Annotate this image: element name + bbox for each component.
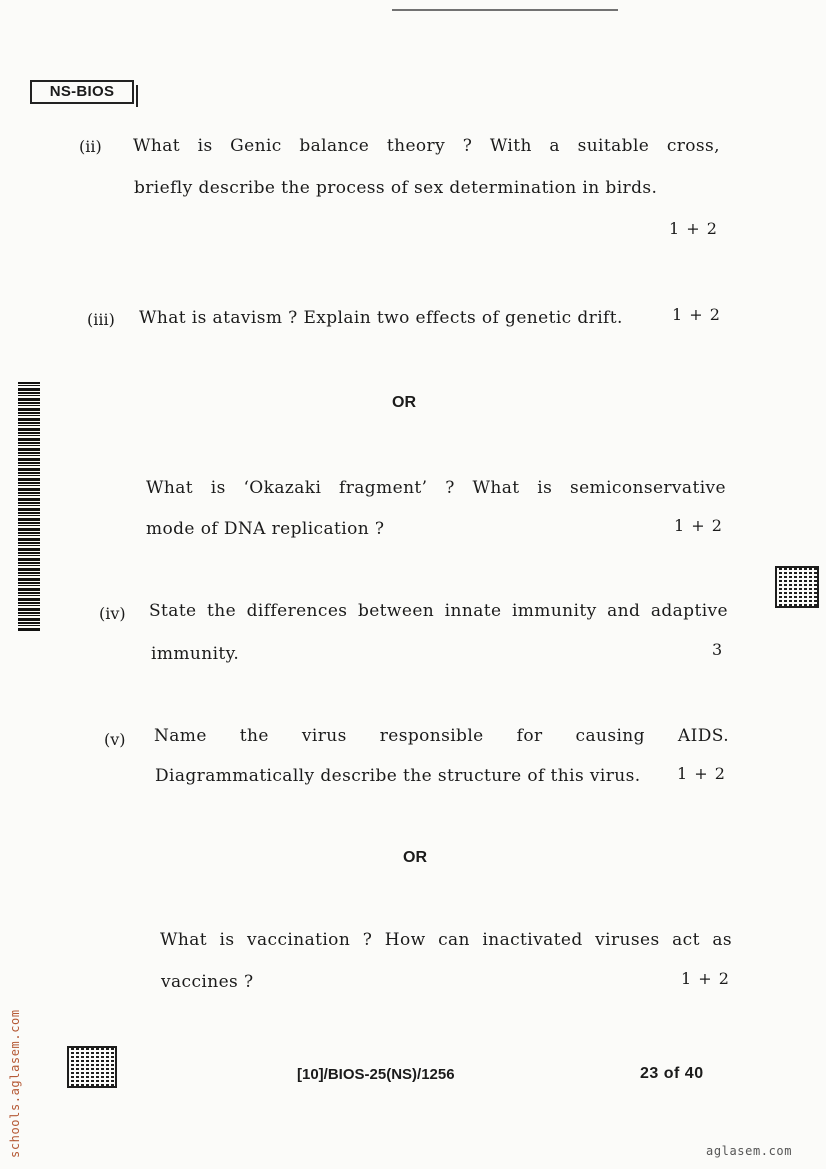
question-ii-line2: briefly describe the process of sex determination in birds. [134, 178, 658, 198]
paper-code-box: NS-BIOS [30, 80, 134, 104]
qr-code-right [775, 566, 819, 608]
question-number-ii: (ii) [79, 137, 102, 156]
question-iii-marks: 1 + 2 [672, 305, 721, 324]
question-v-line1: Name the virus responsible for causing AIDS. [154, 726, 729, 746]
question-ii-marks: 1 + 2 [669, 219, 718, 238]
question-number-v: (v) [104, 730, 126, 749]
footer-paper-code: [10]/BIOS-25(NS)/1256 [297, 1066, 455, 1083]
qr-code-footer [67, 1046, 117, 1088]
question-iv-marks: 3 [712, 640, 724, 659]
or-separator-2: OR [403, 849, 427, 866]
question-v-marks: 1 + 2 [677, 764, 726, 783]
question-iii-alt-line1: What is ‘Okazaki fragment’ ? What is semiconservative [146, 478, 726, 498]
footer-page-number: 23 of 40 [640, 1065, 704, 1082]
question-number-iv: (iv) [99, 604, 126, 623]
question-iii-line1: What is atavism ? Explain two effects of genetic drift. [139, 308, 623, 328]
question-iii-alt-marks: 1 + 2 [674, 516, 723, 535]
barcode-strip [18, 382, 40, 632]
question-v-alt-marks: 1 + 2 [681, 969, 730, 988]
question-v-line2: Diagrammatically describe the structure of this virus. [155, 766, 641, 786]
question-iv-line1: State the differences between innate immunity and adaptive [149, 601, 728, 621]
question-iv-line2: immunity. [151, 644, 240, 664]
vertical-watermark: schools.aglasem.com [8, 1009, 22, 1158]
question-iii-alt-line2: mode of DNA replication ? [146, 519, 385, 539]
top-rule [392, 9, 618, 11]
question-v-alt-line2: vaccines ? [161, 972, 254, 992]
or-separator-1: OR [392, 394, 416, 411]
bottom-watermark: aglasem.com [706, 1144, 793, 1158]
question-number-iii: (iii) [87, 310, 115, 329]
question-v-alt-line1: What is vaccination ? How can inactivated viruses act as [160, 930, 732, 950]
question-ii-line1: What is Genic balance theory ? With a suitable cross, [133, 136, 720, 156]
